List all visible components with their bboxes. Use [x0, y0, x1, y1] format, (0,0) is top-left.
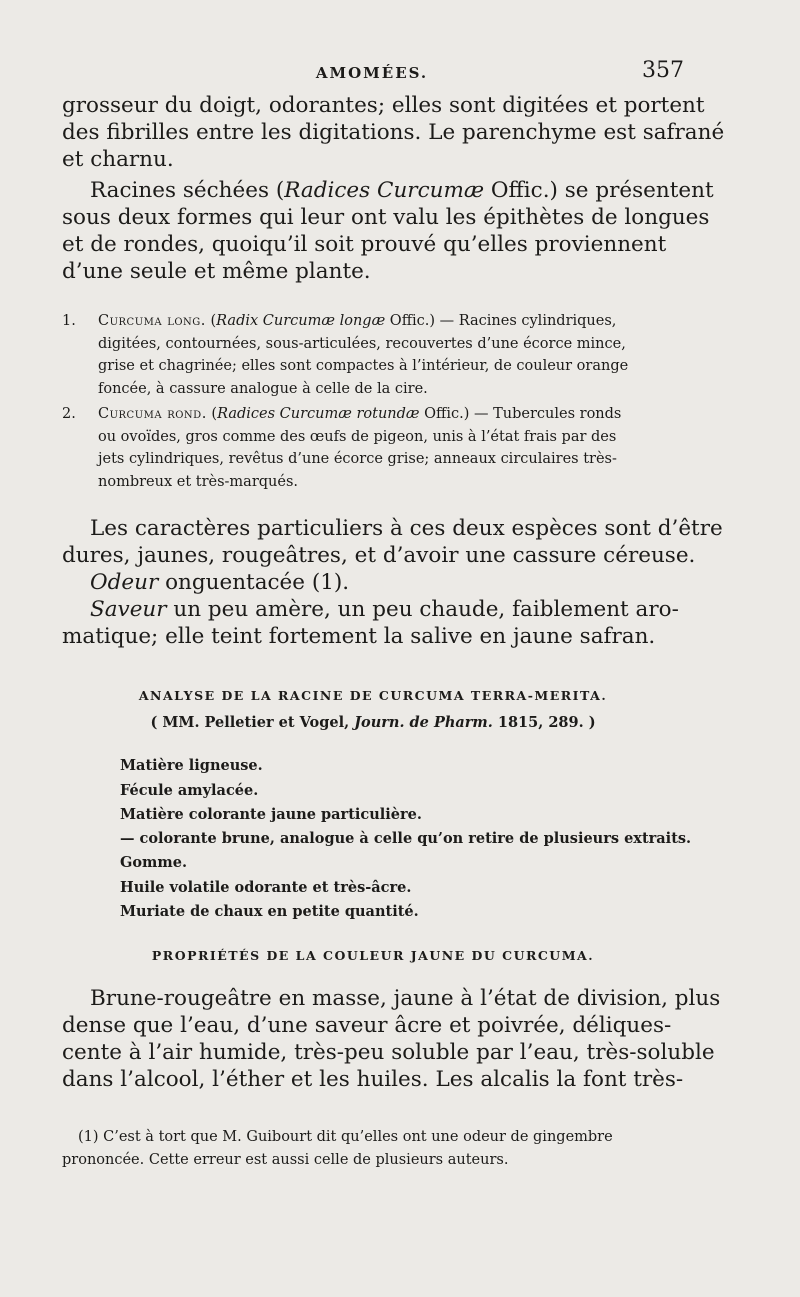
text-line: matique; elle teint fortement la salive en jaune safran. — [62, 624, 656, 649]
text-line: dense que l’eau, d’une saveur âcre et poivrée, déliques- — [62, 1013, 672, 1038]
text-line: Odeur onguentacée (1). — [90, 570, 350, 595]
analysis-item: Gomme. — [120, 854, 188, 871]
text-line: grosseur du doigt, odorantes; elles sont digitées et portent — [62, 93, 705, 118]
text-line: dures, jaunes, rougeâtres, et d’avoir une cassure céreuse. — [62, 543, 696, 568]
item-number: 2. — [62, 406, 76, 422]
paragraph-characteristics — [62, 515, 723, 650]
text-line: dans l’alcool, l’éther et les huiles. Les alcalis la font très- — [62, 1067, 684, 1092]
analysis-item: Matière ligneuse. — [120, 757, 263, 774]
analysis-item: Fécule amylacée. — [120, 782, 259, 799]
analysis-citation: ( MM. Pelletier et Vogel, Journ. de Pharm. 1815, 289. ) — [150, 714, 596, 731]
analysis-item: — colorante brune, analogue à celle qu’on retire de plusieurs extraits. — [120, 830, 692, 847]
item-name: Curcuma rond. — [98, 406, 207, 422]
text-line: Brune-rougeâtre en masse, jaune à l’état de division, plus — [90, 986, 721, 1011]
list-item-curcuma-rond — [62, 403, 684, 493]
analysis-item: Matière colorante jaune particulière. — [120, 806, 422, 823]
saveur-label: Saveur — [90, 597, 167, 622]
properties-heading: PROPRIÉTÉS DE LA COULEUR JAUNE DU CURCUMA. — [151, 948, 595, 963]
text-line: Curcuma rond. (Radices Curcumæ rotundæ Offic.) — Tubercules ronds — [98, 406, 622, 422]
paragraph-continuation — [62, 92, 725, 173]
text-line: grise et chagrinée; elles sont compactes à l’intérieur, de couleur orange — [98, 358, 629, 374]
journal-title: Journ. de Pharm. — [354, 714, 493, 731]
item-name: Curcuma long. — [98, 313, 206, 329]
text-line: des fibrilles entre les digitations. Le parenchyme est safrané — [62, 120, 725, 145]
text-line: et de rondes, quoiqu’il soit prouvé qu’elles proviennent — [62, 232, 667, 257]
text-line: digitées, contournées, sous-articulées, recouvertes d’une écorce mince, — [98, 335, 626, 352]
analysis-item: Huile volatile odorante et très-âcre. — [120, 879, 412, 896]
page-header — [60, 58, 684, 88]
text-line: (1) C’est à tort que M. Guibourt dit qu’elles ont une odeur de gingembre — [78, 1129, 613, 1145]
latin-name: Radices Curcumæ rotundæ — [217, 406, 420, 422]
text-line: sous deux formes qui leur ont valu les épithètes de longues — [62, 205, 710, 230]
text-line: prononcée. Cette erreur est aussi celle de plusieurs auteurs. — [62, 1151, 509, 1168]
text-line: cente à l’air humide, très-peu soluble par l’eau, très-soluble — [62, 1040, 715, 1065]
text-line: Saveur un peu amère, un peu chaude, faiblement aro- — [90, 597, 679, 622]
text-line: foncée, à cassure analogue à celle de la cire. — [98, 380, 428, 397]
running-head: AMOMÉES. — [315, 64, 429, 82]
latin-name: Radices Curcumæ — [284, 178, 485, 203]
paragraph-properties — [62, 985, 721, 1093]
text-line: Les caractères particuliers à ces deux espèces sont d’être — [90, 516, 723, 541]
paragraph-dried-roots — [62, 177, 714, 285]
odeur-label: Odeur — [90, 570, 159, 595]
text-line: ou ovoïdes, gros comme des œufs de pigeon, unis à l’état frais par des — [98, 428, 617, 445]
footnote — [62, 1126, 684, 1171]
latin-name: Radix Curcumæ longæ — [216, 313, 386, 329]
text-line: d’une seule et même plante. — [62, 259, 371, 284]
text-line: Racines séchées (Radices Curcumæ Offic.) se présentent — [90, 178, 714, 203]
text-line: jets cylindriques, revêtus d’une écorce grise; anneaux circulaires très- — [98, 451, 617, 467]
text-line: nombreux et très-marqués. — [98, 473, 299, 490]
analysis-heading: ANALYSE DE LA RACINE DE CURCUMA TERRA-MERITA. — [138, 688, 608, 703]
page-number: 357 — [642, 58, 684, 83]
text-line: Curcuma long. (Radix Curcumæ longæ Offic.) — Racines cylindriques, — [98, 313, 617, 329]
item-number: 1. — [62, 313, 76, 329]
analysis-item: Muriate de chaux en petite quantité. — [120, 903, 419, 920]
list-item-curcuma-long — [62, 310, 684, 400]
text-line: et charnu. — [62, 147, 174, 172]
